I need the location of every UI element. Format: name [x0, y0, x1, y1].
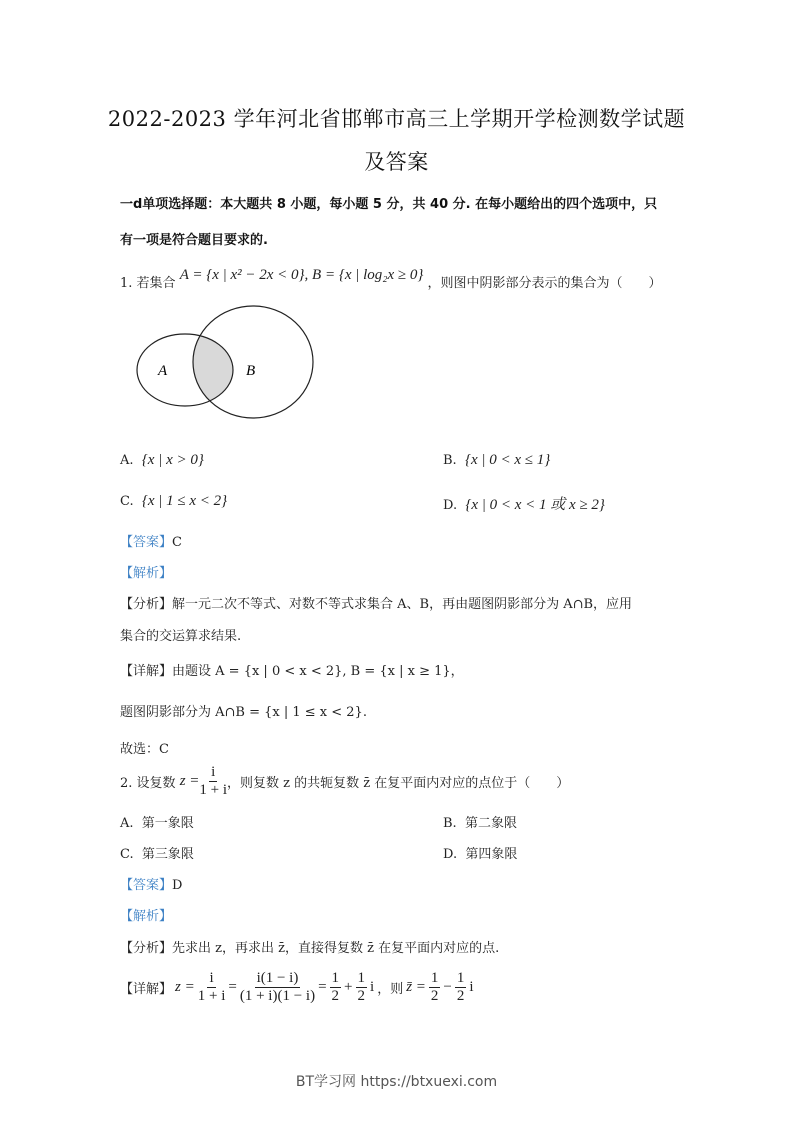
numerator: 1 — [331, 970, 340, 986]
xiangjie-label: 【详解】 — [120, 982, 173, 997]
numerator: i — [209, 970, 214, 986]
option-key: A. — [120, 816, 134, 831]
denominator: 1 + i — [199, 782, 228, 798]
q1-fenxi — [120, 593, 632, 612]
denominator: 2 — [430, 988, 439, 1004]
q2-xiangjie: 【详解】 z = $\frac{i}{1 + i}$ = $\frac{i(1 - i)}{(1 + i)(1 - i)}$ = $\frac{1}{2}$ + $\frac{1}{2}$ i ，则 z̄ = $\frac{1}{2}$ − $\frac{1}{2}$ i — [120, 970, 474, 1004]
document-title: 2022-2023 学年河北省邯郸市高三上学期开学检测数学试题 — [107, 107, 686, 131]
plus-sign: + — [344, 979, 353, 995]
q2-option-c — [120, 843, 194, 862]
q2-option-b — [443, 812, 517, 831]
q1-set-b: , B = {x | log₂x ≥ 0} — [304, 267, 424, 283]
q1-set-a: A = {x | x² − 2x < 0} — [179, 267, 305, 283]
frac-6 — [455, 970, 467, 1005]
q1-xiangjie — [120, 660, 464, 679]
numerator: 1 — [456, 970, 465, 986]
option-key: B. — [443, 816, 457, 831]
section-heading-cont: 有一项是符合题目要求的. — [120, 233, 268, 248]
label-a: A — [158, 363, 168, 379]
q1-analysis-label: 【解析】 — [120, 566, 173, 581]
answer-value: C — [172, 535, 182, 550]
option-text: 第四象限 — [465, 847, 518, 862]
imag-unit: i — [370, 979, 375, 995]
q1-prefix: 1. 若集合 — [120, 276, 176, 291]
q2-option-d — [443, 843, 517, 862]
q2-option-a — [120, 812, 194, 831]
answer-label: 【答案】 — [120, 535, 173, 550]
xiangjie-label: 【详解】 — [120, 664, 173, 679]
fenxi-text: 先求出 z，再求出 z̄，直接得复数 z̄ 在复平面内对应的点. — [172, 941, 500, 956]
option-text: {x | x > 0} — [141, 452, 204, 468]
document-title-line2: 及答案 — [364, 150, 429, 174]
z-eq: z = — [175, 979, 195, 995]
frac-3 — [330, 970, 342, 1005]
denominator: 1 + i — [197, 988, 226, 1004]
venn-diagram — [130, 305, 315, 420]
q1-option-a — [120, 452, 204, 469]
denominator: 2 — [331, 988, 340, 1004]
q1-xiangjie-cont: 题图阴影部分为 A∩B = {x | 1 ≤ x < 2}. — [120, 705, 367, 720]
frac-5 — [429, 970, 441, 1005]
frac-2 — [240, 970, 315, 1005]
q1-option-c — [120, 493, 227, 510]
option-key: C. — [120, 494, 134, 509]
frac-1 — [198, 970, 226, 1005]
question-1 — [120, 267, 662, 292]
option-text: {x | 0 < x ≤ 1} — [464, 452, 551, 468]
then-text: ，则 — [377, 982, 404, 997]
option-key: B. — [443, 453, 457, 468]
q2-suffix: ，则复数 z 的共轭复数 z̄ 在复平面内对应的点位于（ ） — [227, 776, 570, 791]
q2-z-eq: z = — [179, 773, 200, 789]
imag-unit: i — [469, 979, 474, 995]
answer-label: 【答案】 — [120, 878, 173, 893]
option-text: {x | 1 ≤ x < 2} — [141, 493, 228, 509]
question-2 — [120, 764, 569, 799]
option-key: D. — [443, 847, 458, 862]
footer-watermark: BT学习网 https://btxuexi.com — [295, 1074, 498, 1090]
option-text: 第一象限 — [141, 816, 194, 831]
fenxi-label: 【分析】 — [120, 941, 173, 956]
label-b: B — [246, 363, 256, 379]
section-heading: 一d单项选择题：本大题共 8 小题，每小题 5 分，共 40 分. 在每小题给出的四个选项中，只 — [120, 197, 658, 212]
answer-value: D — [172, 878, 183, 893]
q2-prefix: 2. 设复数 — [120, 776, 176, 791]
denominator: 2 — [456, 988, 465, 1004]
fenxi-label: 【分析】 — [120, 597, 173, 612]
q1-option-d — [443, 493, 605, 514]
option-key: D. — [443, 498, 458, 513]
q1-option-b — [443, 452, 550, 469]
xiangjie-text: 由题设 A = {x | 0 < x < 2}, B = {x | x ≥ 1}， — [172, 664, 464, 679]
q1-fenxi-cont: 集合的交运算求结果. — [120, 629, 242, 644]
denominator: 2 — [357, 988, 366, 1004]
option-text: {x | 0 < x < 1 或 x ≥ 2} — [465, 497, 605, 513]
option-key: A. — [120, 453, 134, 468]
option-key: C. — [120, 847, 134, 862]
frac-4 — [356, 970, 368, 1005]
numerator: i(1 − i) — [256, 970, 299, 986]
zbar-eq: z̄ = — [406, 979, 426, 995]
q2-analysis-label: 【解析】 — [120, 909, 173, 924]
q2-fenxi — [120, 937, 499, 956]
q2-fraction — [199, 764, 227, 799]
numerator: 1 — [430, 970, 439, 986]
q1-answer — [120, 531, 182, 550]
q1-suffix: ，则图中阴影部分表示的集合为（ ） — [427, 276, 662, 291]
fenxi-text: 解一元二次不等式、对数不等式求集合 A、B，再由题图阴影部分为 A∩B，应用 — [172, 597, 633, 612]
numerator: 1 — [357, 970, 366, 986]
q2-answer — [120, 874, 182, 893]
denominator: (1 + i)(1 − i) — [239, 988, 316, 1004]
q1-conclusion: 故选：C — [120, 742, 169, 757]
numerator: i — [211, 764, 216, 780]
option-text: 第二象限 — [464, 816, 517, 831]
option-text: 第三象限 — [141, 847, 194, 862]
minus-sign: − — [443, 979, 452, 995]
